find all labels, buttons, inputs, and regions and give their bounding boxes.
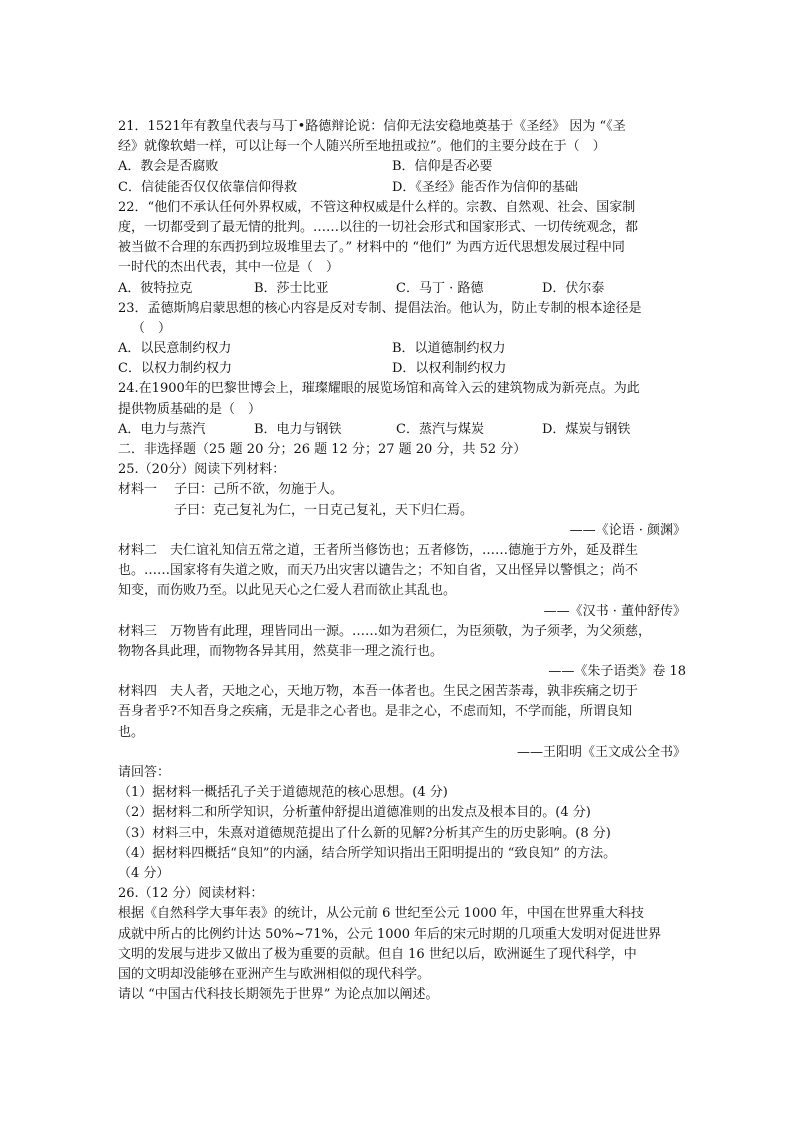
q25-material-2-source: ——《汉书 · 董仲舒传》	[543, 603, 686, 619]
q21-option-b[interactable]: B．信仰是否必要	[392, 159, 493, 175]
q25-material-1-line-2: 子曰：克己复礼为仁，一日克己复礼，天下归仁焉。	[174, 502, 474, 518]
q21-option-d[interactable]: D．《圣经》能否作为信仰的基础	[392, 179, 578, 195]
q22-option-a[interactable]: A．彼特拉克	[118, 280, 193, 296]
question-21	[118, 117, 686, 198]
q22-stem-line-2: 度，一切都受到了最无情的批判。……以往的一切社会形式和国家形式、一切传统观念，都	[118, 219, 639, 235]
q23-option-b[interactable]: B．以道德制约权力	[392, 341, 506, 357]
q23-stem-line-1: 23．孟德斯鸠启蒙思想的核心内容是反对专制、提倡法治。他认为，防止专制的根本途径是	[118, 300, 642, 316]
q25-material-1-label: 材料一	[118, 482, 158, 498]
q21-stem-line-2: 经》就像软蜡一样，可以让每一个人随兴所至地扭或拉”。他们的主要分歧在于（ ）	[118, 139, 606, 155]
q25-heading: 25.（20分）阅读下列材料：	[118, 462, 286, 478]
q24-option-c[interactable]: C．蒸汽与煤炭	[396, 421, 484, 437]
q25-material-2-line-2: 也。……国家将有失道之败，而天乃出灾害以谴告之；不知自省，又出怪异以警惧之；尚不	[118, 563, 639, 579]
q25-material-3-source: ——《朱子语类》卷 18	[548, 664, 686, 680]
q23-stem-line-2: （ ）	[132, 320, 172, 336]
q26-text-line-1: 根据《自然科学大事年表》的统计，从公元前 6 世纪至公元 1000 年，中国在世界重大科技	[118, 906, 644, 922]
q25-material-3-line-2: 物物各具此理，而物物各异其用，然莫非一理之流行也。	[118, 643, 444, 659]
q22-stem-line-3: 被当做不合理的东西扔到垃圾堆里去了。” 材料中的 “他们” 为西方近代思想发展过程中同	[118, 240, 625, 256]
q24-option-a[interactable]: A．电力与蒸汽	[118, 421, 206, 437]
q25-material-3-line-1: 材料三 万物皆有此理，理皆同出一源。……如为君须仁，为臣须敬，为子须孝，为父须慈，	[118, 623, 652, 639]
q25-material-2-line-3: 知变，而伤败乃至。以此见天心之仁爱人君而欲止其乱也。	[118, 583, 457, 599]
q25-material-4-line-2: 吾身者乎?不知吾身之疾痛，无是非之心者也。是非之心，不虑而知，不学而能，所谓良知	[118, 704, 632, 720]
q22-option-d[interactable]: D．伏尔泰	[542, 280, 605, 296]
q25-material-1-line-1	[118, 480, 686, 500]
q23-option-c[interactable]: C．以权力制约权力	[118, 361, 232, 377]
q25-material-2-line-1: 材料二 夫仁谊礼知信五常之道，王者所当修饬也；五者修饬，……德施于方外，延及群生	[118, 542, 639, 558]
q26-heading: 26.（12 分）阅读材料：	[118, 886, 264, 902]
question-23	[118, 299, 686, 380]
q25-subquestion-1: （1）据材料一概括孔子关于道德规范的核心思想。(4 分)	[118, 785, 448, 801]
q22-stem-line-4: 一时代的杰出代表，其中一位是（ ）	[118, 260, 340, 276]
q25-subquestion-3: （3）材料三中，朱熹对道德规范提出了什么新的见解?分析其产生的历史影响。(8 分)	[118, 825, 611, 841]
q26-text-line-3: 文明的发展与进步又做出了极为重要的贡献。但自 16 世纪以后，欧洲诞生了现代科学，中	[118, 946, 637, 962]
q25-subquestion-4-line-1: （4）据材料四概括“良知”的内涵，结合所学知识指出王阳明提出的 “致良知” 的方法。	[118, 845, 617, 861]
q23-options-row-2	[118, 359, 686, 379]
q26-prompt: 请以 “中国古代科技长期领先于世界” 为论点加以阐述。	[118, 987, 439, 1003]
q24-options-row	[118, 420, 686, 440]
question-22	[118, 198, 686, 299]
section-2-heading: 二．非选择题（25 题 20 分；26 题 12 分；27 题 20 分，共 52 分）	[118, 442, 527, 457]
q23-option-d[interactable]: D．以权利制约权力	[392, 361, 507, 377]
q25-material-4-source: ——王阳明《王文成公全书》	[516, 744, 686, 760]
q22-option-c[interactable]: C．马丁 · 路德	[396, 280, 484, 296]
question-25	[118, 460, 686, 884]
q21-option-c[interactable]: C．信徒能否仅仅依靠信仰得救	[118, 179, 297, 195]
q25-prompt: 请回答：	[118, 765, 171, 780]
q24-option-d[interactable]: D．煤炭与钢铁	[542, 421, 631, 437]
q26-text-line-4: 国的文明却没能够在亚洲产生与欧洲相似的现代科学。	[118, 966, 431, 982]
q22-stem-line-1: 22．“他们不承认任何外界权威，不管这种权威是什么样的。宗教、自然观、社会、国家制	[118, 199, 636, 215]
q25-subquestion-2: （2）据材料二和所学知识，分析董仲舒提出道德准则的出发点及根本目的。(4 分)	[118, 805, 591, 821]
q23-option-a[interactable]: A．以民意制约权力	[118, 341, 232, 357]
question-26	[118, 884, 686, 1005]
q23-options-row-1	[118, 339, 686, 359]
q24-stem-line-1: 24.在1900年的巴黎世博会上，璀璨耀眼的展览场馆和高耸入云的建筑物成为新亮点。为此	[118, 381, 640, 397]
q22-options-row	[118, 279, 686, 299]
q25-material-1-source: ——《论语 · 颜渊》	[569, 522, 686, 538]
q21-stem-line-1: 21．1521年有教皇代表与马丁•路德辩论说：信仰无法安稳地奠基于《圣经》 因为 “《圣	[118, 119, 626, 134]
q25-material-4-line-3: 也。	[118, 724, 145, 740]
q25-subquestion-4-line-2: （4 分）	[118, 865, 170, 881]
q24-stem-line-2: 提供物质基础的是（ ）	[118, 401, 262, 417]
q24-option-b[interactable]: B．电力与钢铁	[254, 421, 342, 437]
q21-options-row-1	[118, 157, 686, 177]
question-24	[118, 379, 686, 440]
q26-text-line-2: 成就中所占的比例约计达 50%~71%，公元 1000 年后的宋元时期的几项重大发明对促进世界	[118, 926, 662, 942]
exam-page	[118, 117, 686, 1005]
q22-option-b[interactable]: B．莎士比亚	[254, 280, 329, 296]
q25-material-4-line-1: 材料四 夫人者，天地之心，天地万物，本吾一体者也。生民之困苦荼毒，孰非疾痛之切于	[118, 684, 639, 700]
q21-option-a[interactable]: A．教会是否腐败	[118, 159, 219, 175]
q25-material-1-text-1: 子曰：己所不欲，勿施于人。	[174, 482, 344, 498]
q21-options-row-2	[118, 178, 686, 198]
